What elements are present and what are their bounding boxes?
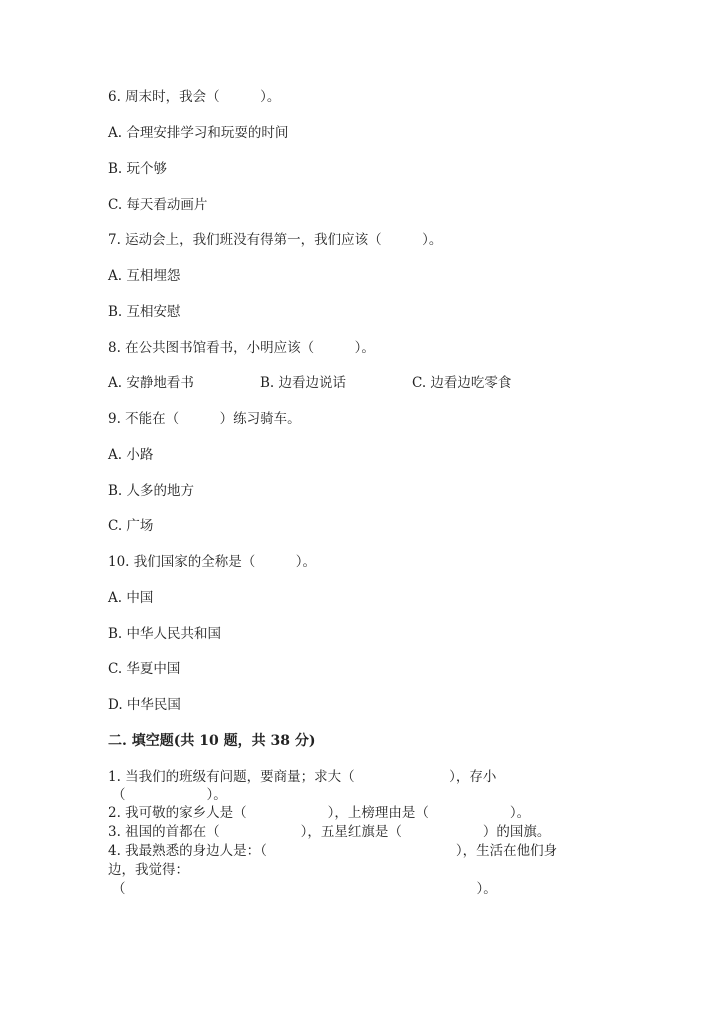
question-8-option-c: C. 边看边吃零食 <box>412 375 512 391</box>
fill-item-2: 2. 我可敬的家乡人是（ ），上榜理由是（ ）。 <box>108 805 531 821</box>
question-7-option-a: A. 互相埋怨 <box>108 268 181 284</box>
question-6-stem: 6. 周末时，我会（ ）。 <box>108 89 281 105</box>
question-9-stem: 9. 不能在（ ）练习骑车。 <box>108 411 301 427</box>
question-8-option-b: B. 边看边说话 <box>260 375 347 391</box>
question-7-option-b: B. 互相安慰 <box>108 304 181 320</box>
question-8-option-a: A. 安静地看书 <box>108 375 194 391</box>
section-title: 二. 填空题(共 10 题，共 38 分) <box>108 733 316 749</box>
fill-item-3: 3. 祖国的首都在（ ），五星红旗是（ ）的国旗。 <box>108 824 551 840</box>
question-6-option-c: C. 每天看动画片 <box>108 197 208 213</box>
question-6-option-a: A. 合理安排学习和玩耍的时间 <box>108 125 289 141</box>
fill-item-1-line-2: （ ）。 <box>112 787 227 803</box>
question-10-option-d: D. 中华民国 <box>108 697 181 713</box>
question-7-stem: 7. 运动会上，我们班没有得第一，我们应该（ ）。 <box>108 232 443 248</box>
question-9-option-b: B. 人多的地方 <box>108 483 195 499</box>
question-6-option-b: B. 玩个够 <box>108 161 168 177</box>
fill-item-4-line-1: 4. 我最熟悉的身边人是：（ ），生活在他们身 <box>108 843 558 859</box>
fill-item-4-line-3: （ ）。 <box>112 881 497 897</box>
question-8-stem: 8. 在公共图书馆看书，小明应该（ ）。 <box>108 340 375 356</box>
question-10-option-b: B. 中华人民共和国 <box>108 626 222 642</box>
question-9-option-a: A. 小路 <box>108 447 154 463</box>
question-10-option-c: C. 华夏中国 <box>108 661 181 677</box>
question-10-option-a: A. 中国 <box>108 590 154 606</box>
fill-item-1-line-1: 1. 当我们的班级有问题，要商量；求大（ ），存小 <box>108 769 497 785</box>
question-10-stem: 10. 我们国家的全称是（ ）。 <box>108 554 317 570</box>
question-9-option-c: C. 广场 <box>108 518 154 534</box>
fill-item-4-line-2: 边，我觉得： <box>108 862 189 878</box>
